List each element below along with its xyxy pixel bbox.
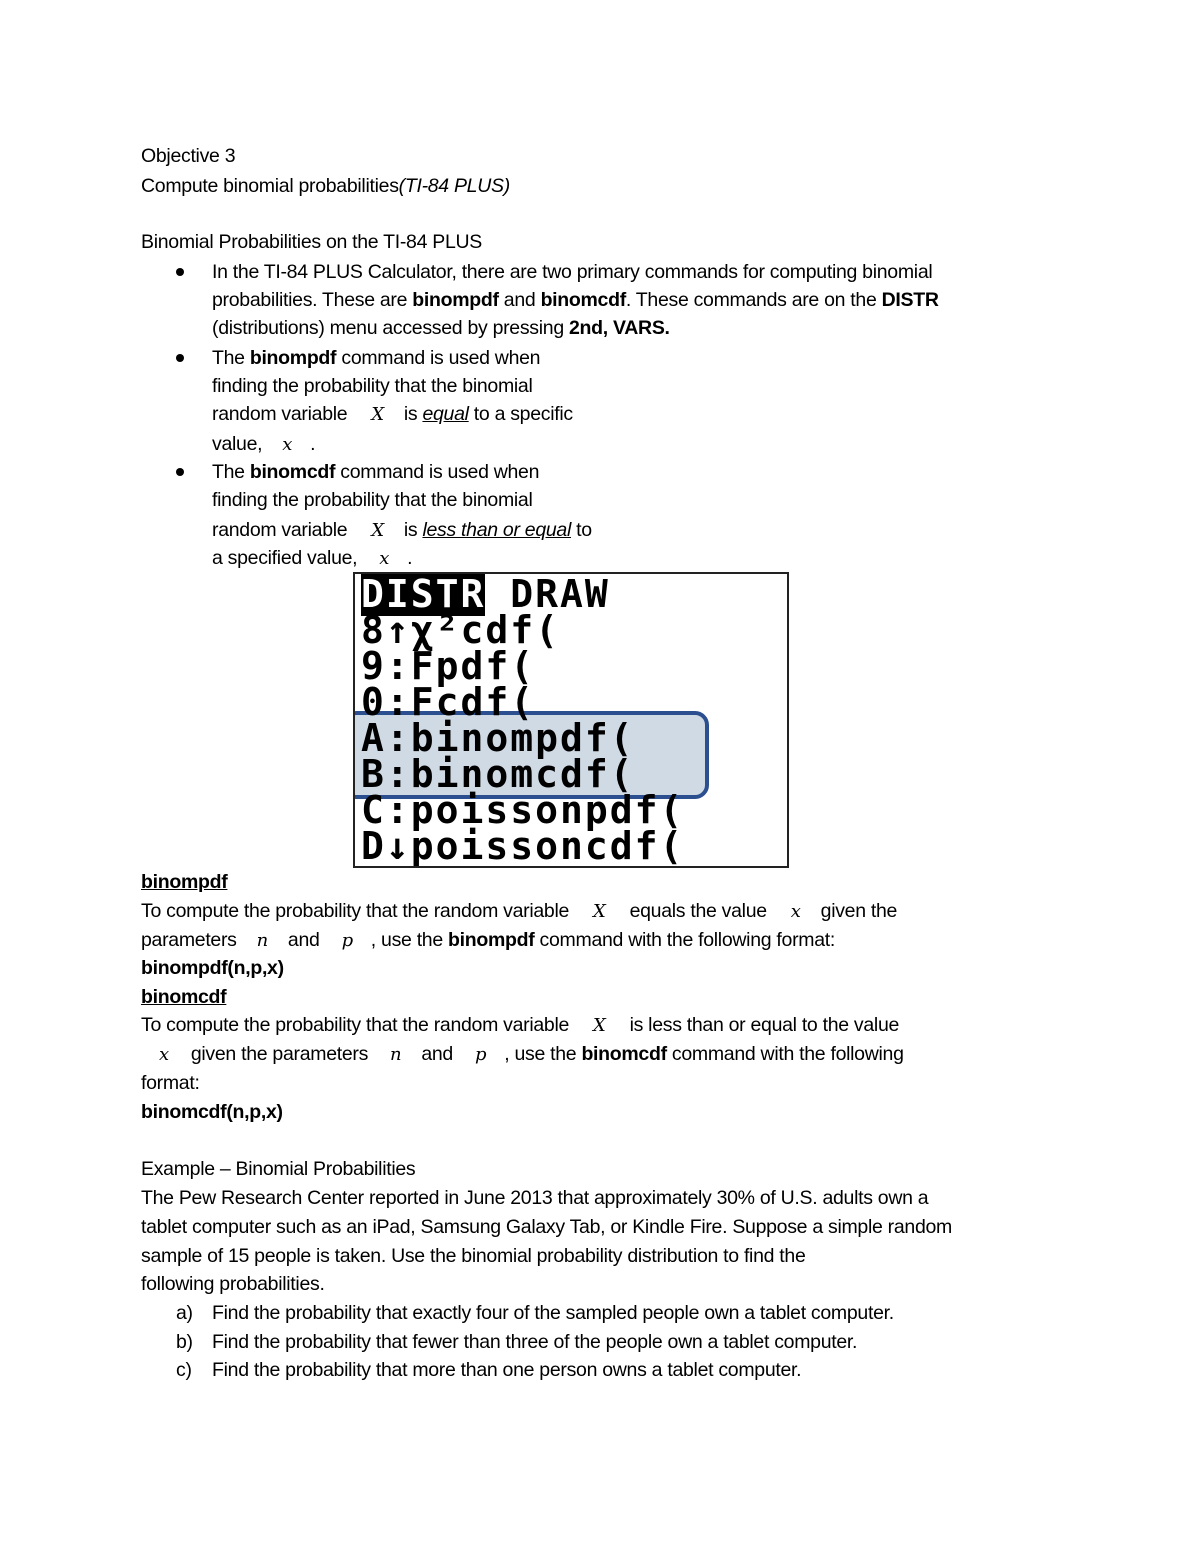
t: . These commands are on the — [625, 289, 882, 311]
menu-item: D↓poissoncdf( — [361, 824, 685, 868]
t: is — [403, 403, 423, 425]
t: DISTR — [881, 289, 939, 311]
bullet2-line3 — [212, 402, 573, 427]
menu-item-binompdf: A:binompdf( — [361, 716, 635, 760]
t: parameters — [141, 929, 237, 951]
math-X: X — [371, 520, 384, 541]
binompdf-format — [141, 956, 284, 980]
item-text: Find the probability that exactly four of the sampled people own a tablet computer. — [212, 1302, 894, 1324]
subtitle-italic: (TI-84 PLUS) — [398, 175, 510, 197]
t: command is used when — [336, 347, 541, 369]
item-text: Find the probability that more than one person owns a tablet computer. — [212, 1359, 802, 1381]
calculator-screenshot — [353, 572, 789, 868]
binomcdf-title — [141, 985, 226, 1009]
subtitle-text: Compute binomial probabilities — [141, 175, 399, 197]
bullet2-line4 — [212, 432, 315, 457]
t: and — [498, 289, 541, 311]
example-item-b — [176, 1330, 857, 1354]
item-label: b) — [176, 1331, 193, 1353]
math-x: x — [159, 1044, 169, 1065]
bullet3-line2: finding the probability that the binomial — [212, 489, 533, 511]
example-line: following probabilities. — [141, 1273, 325, 1295]
t: , use the — [370, 929, 449, 951]
menu-item-binomcdf: B:binomcdf( — [361, 752, 635, 796]
math-x: x — [790, 901, 801, 922]
t: The — [212, 347, 250, 369]
binompdf-title — [141, 870, 227, 894]
t: binomcdf — [581, 1043, 667, 1065]
math-X: X — [593, 901, 606, 922]
t: binompdf — [412, 289, 499, 311]
t: binompdf — [448, 929, 535, 951]
t: to a specific — [468, 403, 573, 425]
bullet-icon — [176, 468, 184, 476]
example-title: Example – Binomial Probabilities — [141, 1158, 416, 1180]
t: command with the following format: — [534, 929, 835, 951]
math-n: n — [390, 1044, 402, 1065]
math-x: x — [379, 548, 390, 569]
t: To compute the probability that the random variable — [141, 900, 570, 922]
bullet3-line3 — [212, 518, 592, 543]
bullet2-line2: finding the probability that the binomial — [212, 375, 533, 397]
t: binomcdf(n,p,x) — [141, 1101, 283, 1123]
t: , use the — [504, 1043, 582, 1065]
t: equals the value — [629, 900, 767, 922]
t: binompdf(n,p,x) — [141, 957, 284, 979]
t: is — [403, 519, 423, 541]
example-line: sample of 15 people is taken. Use the binomial probability distribution to find the — [141, 1245, 806, 1267]
t: binompdf — [249, 347, 337, 369]
t: binompdf — [141, 871, 228, 893]
math-p: p — [474, 1044, 487, 1065]
t: a specified value, — [212, 547, 358, 569]
math-X: X — [593, 1015, 606, 1036]
t: binomcdf — [249, 461, 336, 483]
t: given the parameters — [190, 1043, 369, 1065]
objective-subtitle — [141, 174, 510, 198]
t: and — [287, 929, 320, 951]
menu-item: 8↑χ²cdf( — [361, 608, 561, 652]
bullet1-line2 — [212, 288, 939, 312]
bullet1-line1: In the TI-84 PLUS Calculator, there are two primary commands for computing binomial — [212, 261, 933, 283]
binomcdf-line2 — [141, 1042, 904, 1067]
bullet3-line4 — [212, 546, 412, 571]
math-X: X — [371, 404, 384, 425]
menu-item: 0:Fcdf( — [361, 680, 536, 724]
bullet2-line1 — [212, 346, 540, 370]
t: command is used when — [335, 461, 540, 483]
t: 2nd, VARS. — [569, 317, 670, 339]
t: equal — [422, 403, 469, 425]
bullet-icon — [176, 268, 184, 276]
t: random variable — [212, 403, 348, 425]
example-item-c — [176, 1358, 801, 1382]
binomcdf-line1 — [141, 1013, 899, 1038]
section-title: Binomial Probabilities on the TI-84 PLUS — [141, 231, 482, 253]
t: To compute the probability that the random variable — [141, 1014, 570, 1036]
math-n: n — [256, 930, 268, 951]
t: binomcdf — [540, 289, 626, 311]
t: . — [310, 433, 316, 455]
bullet3-line1 — [212, 460, 539, 484]
menu-item: 9:Fpdf( — [361, 644, 536, 688]
binomcdf-line3: format: — [141, 1072, 200, 1094]
bullet1-line3 — [212, 316, 670, 340]
t: The — [212, 461, 250, 483]
binompdf-line2 — [141, 928, 835, 953]
t: . — [407, 547, 413, 569]
t: less than or equal — [422, 519, 571, 541]
t: given the — [820, 900, 898, 922]
item-label: c) — [176, 1359, 192, 1381]
t: probabilities. These are — [212, 289, 413, 311]
math-p: p — [341, 930, 353, 951]
t: value, — [212, 433, 263, 455]
bullet-icon — [176, 354, 184, 362]
example-item-a — [176, 1301, 894, 1325]
t: binomcdf — [141, 986, 227, 1008]
item-label: a) — [176, 1302, 193, 1324]
t: to — [571, 519, 592, 541]
item-text: Find the probability that fewer than three of the people own a tablet computer. — [212, 1331, 858, 1353]
binompdf-line1 — [141, 899, 897, 924]
tab-distr: DISTR — [361, 572, 486, 616]
t: (distributions) menu accessed by pressing — [212, 317, 569, 339]
t: command with the following — [666, 1043, 904, 1065]
t: and — [421, 1043, 453, 1065]
binomcdf-format — [141, 1100, 283, 1124]
objective-heading: Objective 3 — [141, 145, 236, 167]
menu-item: C:poissonpdf( — [361, 788, 685, 832]
t: is less than or equal to the value — [629, 1014, 900, 1036]
t: random variable — [212, 519, 348, 541]
example-line: tablet computer such as an iPad, Samsung Galaxy Tab, or Kindle Fire. Suppose a simple random — [141, 1216, 952, 1238]
math-x: x — [282, 434, 293, 455]
tab-draw: DRAW — [510, 572, 610, 616]
example-line: The Pew Research Center reported in June 2013 that approximately 30% of U.S. adults own a — [141, 1187, 929, 1209]
